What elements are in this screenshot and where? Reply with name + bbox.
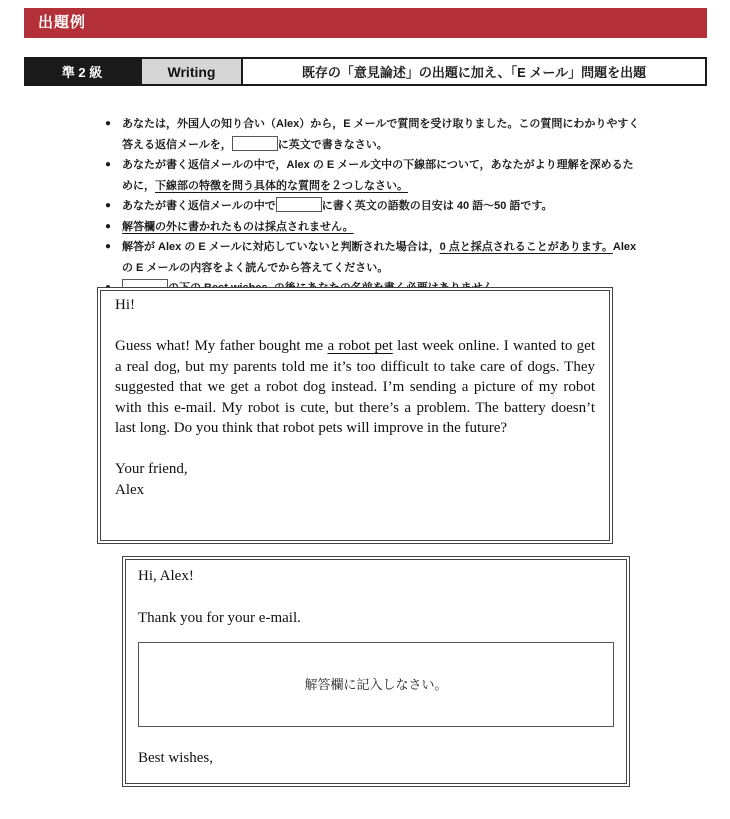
instruction-5-text-post: Alex の E メールの内容をよく読んでから答えてください。 bbox=[122, 241, 637, 274]
alex-email-body bbox=[115, 336, 595, 439]
section-banner bbox=[24, 8, 707, 38]
reply-email-content bbox=[125, 559, 627, 784]
instruction-item-5 bbox=[105, 237, 642, 278]
reply-thanks: Thank you for your e-mail. bbox=[138, 610, 301, 626]
blank-answer-box bbox=[232, 136, 278, 151]
alex-email-box bbox=[97, 287, 613, 544]
level-label: 準 2 級 bbox=[61, 65, 103, 80]
instruction-5-underlined: 0 点と採点されることがあります。 bbox=[439, 241, 613, 253]
description-box bbox=[243, 57, 707, 86]
level-badge bbox=[24, 57, 140, 86]
instruction-item-1 bbox=[105, 114, 642, 155]
instruction-item-3 bbox=[105, 196, 642, 217]
alex-email-greeting: Hi! bbox=[115, 297, 135, 313]
answer-field-note: 解答欄に記入しなさい。 bbox=[304, 677, 448, 692]
alex-email-signature: Alex bbox=[115, 481, 145, 498]
instruction-2-underlined: 下線部の特徴を問う具体的な質問を２つしなさい。 bbox=[155, 179, 408, 192]
instruction-item-2 bbox=[105, 155, 642, 196]
blank-answer-box bbox=[276, 197, 322, 212]
instruction-3-text-post: に書く英文の語数の目安は 40 語〜50 語です。 bbox=[321, 200, 553, 212]
instruction-item-4 bbox=[105, 217, 642, 238]
alex-email-closing: Your friend, bbox=[115, 461, 188, 477]
instruction-list bbox=[105, 114, 642, 299]
alex-email-underlined-topic: a robot pet bbox=[327, 338, 393, 354]
section-banner-title: 出題例 bbox=[38, 14, 87, 31]
skill-badge bbox=[140, 57, 243, 86]
reply-closing: Best wishes, bbox=[138, 750, 213, 766]
instruction-2-text: あなたが書く返信メールの中で，Alex の E メール文中の下線部について，あなたがより理解を深めるために， bbox=[122, 159, 634, 192]
instruction-1-text-post: に英文で書きなさい。 bbox=[277, 138, 388, 151]
level-row bbox=[24, 57, 707, 86]
instruction-3-text: あなたが書く返信メールの中で bbox=[122, 200, 276, 212]
alex-email-body-pre: Guess what! My father bought me bbox=[115, 338, 328, 354]
description-text: 既存の「意見論述」の出題に加え、「E メール」問題を出題 bbox=[301, 65, 647, 80]
alex-email-body-post: last week online. I wanted to get a real dog, but my parents told me it’s too difficult to take care of dogs. They suggested that we get a robot dog instead. I’m sending a picture of my robot with this e-mail. My robot is cute, but there’s a problem. The battery doesn’t last long. Do you think that robot pets will improve in the future? bbox=[115, 338, 595, 436]
skill-label: Writing bbox=[167, 63, 216, 80]
alex-email-content bbox=[100, 290, 610, 541]
instruction-1-text: あなたは，外国人の知り合い（Alex）から，E メールで質問を受け取りました。この質問にわかりやすく答える返信メールを， bbox=[122, 118, 640, 151]
reply-email-box bbox=[122, 556, 630, 787]
instruction-5-text: 解答が Alex の E メールに対応していないと判断された場合は， bbox=[122, 241, 440, 253]
reply-greeting: Hi, Alex! bbox=[138, 568, 194, 584]
instruction-4-underlined: 解答欄の外に書かれたものは採点されません。 bbox=[122, 220, 354, 233]
answer-field bbox=[138, 642, 614, 727]
